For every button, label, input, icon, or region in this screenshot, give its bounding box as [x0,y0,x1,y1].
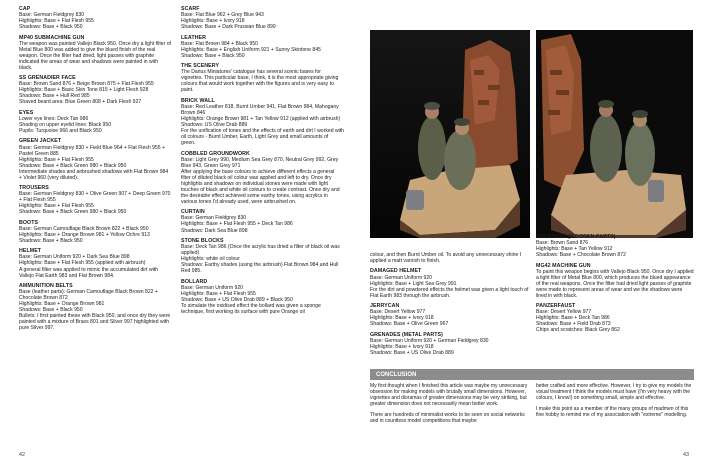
text-column-left [19,6,171,336]
section-line: Shaved beard area: Blue Green 808 + Dark Flesh 927 [19,99,142,106]
vignette-photo-front [370,30,530,238]
paint-section [370,303,530,327]
page-number-right: 43 [683,452,689,458]
section-line: Base: German Fieldgrey 830 [19,12,85,19]
paint-section [536,234,694,258]
section-line: Highlights: Base + Light Sea Grey 991 [370,280,457,287]
section-line: Base: German Fieldgrey 830 + Olive Green 907 + Deep Green 970 + Flat Flesh 955 [19,191,171,204]
section-line: For the unification of tones and the effects of earth and dirt I worked with oil colours - Burnt Umber, Earth, Light Grey and small amounts of green. [181,128,344,147]
section-line: Shading on upper eyelid lines: Black 950 [19,121,112,128]
section-line: Intermediate shades and airbrushed shadows with Flat Brown 984 + Violet 960 (very diluted). [19,168,169,181]
section-line: Base: Light Grey 990, Medium Sea Grey 870, Neutral Grey 992, Grey Blue 943, Green Grey 971 [181,156,339,169]
section-line: To paint this weapon begins with Vallejo Black 950. Once dry I applied a light filter of Metal Blue 800, which produces the blued appearance of the real weapons. Once the filter had dried light passes of graphite were made to represent areas of wear and we the shadows were lined in with black. [536,268,694,299]
section-line: Shadows: Base + Chocolate Brown 872 [536,252,626,259]
paint-section [536,263,694,299]
paint-section [181,63,344,93]
section-heading: THE SCENERY [181,63,220,70]
section-line: Highlights: Base + Flat Flesh 955 [19,18,94,25]
section-line: Shadows: Base + Hull Red 985 [19,93,90,100]
conclusion-section [370,369,694,429]
section-heading: HELMET [19,248,42,255]
section-line: Base: German Uniform 920 [370,274,433,281]
section-line: Highlights: Base + Flat Flesh 955 (applied with airbrush) [19,260,146,267]
section-line: Base: German Fieldgrey 830 + Field Blue 964 + Flat Flesh 955 + Pastel Green 885 [19,144,165,157]
conclusion-paragraph: better crafted and more effective. However, I try to give my models the visual treatment I think the models must have (I'm very heavy with the colours, I know!) on something small, simple and effective. [536,383,692,402]
section-heading: MG42 MACHINE GUN [536,262,591,269]
section-heading: PANZERFAUST [536,303,576,310]
text-column-right-b [536,234,694,338]
paint-section [19,75,171,105]
conclusion-right-column [536,383,694,429]
paint-section [19,220,171,244]
paint-section [19,248,171,278]
conclusion-left-column [370,383,528,429]
section-line: For the dirt and powdered effects the helmet was given a light touch of Flat Earth 983 through the airbrush. [370,286,529,299]
section-line: Base: Red Leather 818, Burnt Umber 941, Flat Brown 984, Mahogany Brown 846 [181,103,339,116]
section-line: Highlights: Base + Basic Skin Tone 815 + Light Flesh 928 [19,87,149,94]
section-line: The weapon was painted Vallejo Black 950. Once dry a light filter of Metal Blue 800 was added to give the blued finish of the real weapon. Once the filter had dried, light passes with graphite indicated the areas of wear and shadows were painted in with black. [19,40,171,71]
section-heading: COBBLED GROUNDWORK [181,150,250,157]
section-line: Shadows: Base + Dark Prussian Blue 899 [181,24,276,31]
section-line: Highlights: Base + Ivory 918 [181,18,245,25]
section-line: Base: German Uniform 920 + Dark Sea Blue 898 [19,254,130,261]
section-line: Shadows: Base + Black 950 [181,52,245,59]
section-line: Shadows: Dark Sea Blue 898 [181,227,248,234]
section-line: Shadows: Earthy shades (using the airbrush) Flat Brown 984 and Hull Red 985. [181,262,339,275]
section-line: Shadows: US Olive Drab 889 [181,121,248,128]
paint-section [181,6,344,30]
section-line: colour, and then Burnt Umber oil. To avoid any unnecessary shine I applied a matt varnish to finish. [370,252,522,265]
section-line: Shadows: Base + Black 950 [19,237,83,244]
section-heading: STONE BLOCKS [181,237,224,244]
section-line: Highlights: Base + Flat Flesh 955 [19,203,94,210]
section-heading: GRENADES (WOODEN PARTS) [536,234,616,240]
section-line: Chips and scratches: Black Grey 862 [536,327,620,334]
section-line: Highlights: white oil colour [181,256,240,263]
section-heading: DAMAGED HELMET [370,268,422,275]
section-line: Shadows: Base + US Olive Drab 889 + Black 950 [181,296,293,303]
section-line: Shadows: Base + Olive Green 967 [370,321,449,328]
paint-section [19,185,171,215]
paint-section [19,6,171,30]
section-line: Base: Brown Sand 876 + Beige Brown 875 + Flat Flesh 955 [19,81,154,88]
section-line: Highlights: Base + Ivory 918 [370,343,434,350]
section-heading: JERRYCAN [370,303,400,310]
section-line: Highlights: Base + English Uniform 921 + Sunny Skintone 845 [181,46,321,53]
paint-section [181,279,344,315]
paint-section [181,209,344,233]
page-number-left: 42 [19,452,25,458]
section-line: Pupils: Turquoise 966 and Black 950 [19,128,102,135]
section-line: Shadows: Base + Black Green 980 + Black 950 [19,209,127,216]
paint-section [19,138,171,180]
section-line: The Darius Miniatures' catalogue has several scenic bases for vignettes. This particular base, I think, it is the most appropriate giving colours that would work together with the figures and is very easy to paint. [181,69,339,94]
section-line: Highlights: Base + Deck Tan 986 [536,315,610,322]
section-heading: BOLLARD [181,278,208,285]
section-heading: EYES [19,109,34,116]
paint-section [19,35,171,71]
section-line: Highlights: Base + Flat Flesh 955 [181,290,256,297]
section-line: Base: Brown Sand 876 [536,240,589,247]
section-line: Shadows: Base + US Olive Drab 889 [370,349,454,356]
text-column-right-a [370,252,530,360]
section-line: Base: Flat Brown 984 + Black 950 [181,40,258,47]
paint-section [370,252,530,264]
section-line: Highlights: Base + Orange Brown 981 + Yellow Ochre 913 [19,231,150,238]
section-line: Shadows: Base + Black 950 [19,24,83,31]
paint-section [370,268,530,298]
section-heading: BOOTS [19,219,39,226]
section-line: Bullets: I first painted these with Black 950, and once dry they were painted with a mixture of Brass 801 and Silver 997 highlighted with pure Silver 997. [19,313,171,332]
paint-section [19,283,171,331]
conclusion-paragraph: My first thought when I finished this article was maybe my unnecessary obsession for making models with brutally small dimensions. However, vignettes and dioramas of greater dimensions may be very striking, but greater dimension does not necessarily mean better work. [370,383,528,408]
section-line: Highlights: Base + Flat Flesh 955 + Deck Tan 986 [181,221,293,228]
section-heading: GREEN JACKET [19,138,62,145]
conclusion-paragraph: I make this point as a member of the many groups of madmen of this fine hobby to remind me of my association with "extreme" modelling. [536,406,689,419]
vignette-photo-rear [536,30,693,238]
section-line: Base: Deck Tan 986 (Once the acrylic has dried a filter of black oil was applied) [181,243,340,257]
section-line: Shadows: Base + Field Drab 873 [536,321,611,328]
section-line: Shadows: Base + Black 950 [19,307,83,314]
section-line: Highlights: Base + Tan Yellow 912 [536,246,613,253]
section-heading: MP40 SUBMACHINE GUN [19,34,85,41]
paint-section [181,98,344,146]
section-heading: TROUSERS [19,185,49,192]
paint-section [370,332,530,356]
section-line: Lower eye lines: Deck Tan 986 [19,115,89,122]
section-line: Shadows: Base + Black Green 980 + Black 950 [19,162,127,169]
conclusion-paragraph: There are hundreds of minimalist works to be seen on social networks and in countless model competitions that maybe [370,412,525,425]
section-line: Highlights: Base + Orange Brown 981 [19,301,105,308]
paint-section [181,35,344,59]
section-line: Base: Desert Yellow 977 [536,309,592,316]
section-line: A general filter was applied to mimic the accumulated dirt with Vallejo Flat Earth 983 and Flat Brown 984. [19,266,159,279]
section-line: Base: German Uniform 920 [181,284,244,291]
paint-section [181,151,344,205]
section-line: Base: Flat Blue 962 + Grey Blue 943 [181,12,264,19]
section-line: Base: German Fieldgrey 830 [181,215,247,222]
text-column-middle [181,6,344,319]
section-line: Base: German Camouflage Black Brown 822 + Black 950 [19,225,149,232]
section-line: Base: Desert Yellow 977 [370,309,426,316]
section-heading: SCARF [181,6,200,12]
paint-section [181,238,344,274]
section-heading: LEATHER [181,34,206,41]
section-heading: SS GRENADIER FACE [19,75,76,82]
section-line: Base (leather parts): German Camouflage Black Brown 822 + Chocolate Brown 872 [19,289,158,302]
section-line: Base: German Uniform 920 + German Fieldgrey 830 [370,337,489,344]
section-line: After applying the base colours to achieve different effects a general filter of diluted black oil colour was applied and left to dry. Once dry highlights and shadows on individual stones were made with light touches of black and white oil colours to create contrast. Once dry and the desirable effect achieved some earthy tones, using acrylics in various tones I'd already used, were airbrushed on. [181,168,340,205]
section-heading: BRICK WALL [181,97,215,104]
section-line: To simulate the oxidised effect the bollard was given a sponge technique, first working its surface with pure Orange oil [181,302,321,315]
paint-section [19,110,171,134]
section-heading: AMMUNITION BELTS [19,283,73,289]
paint-section [536,303,694,333]
section-heading: GRENADES (METAL PARTS) [370,331,443,338]
section-heading: CAP [19,6,31,12]
section-heading: CURTAIN [181,209,205,216]
section-line: Highlights: Base + Ivory 918 [370,315,434,322]
conclusion-title: CONCLUSION [370,369,694,380]
section-line: Highlights: Orange Brown 981 + Tan Yellow 912 (applied with airbrush) [181,115,341,122]
section-line: Highlights: Base + Flat Flesh 955 [19,156,94,163]
